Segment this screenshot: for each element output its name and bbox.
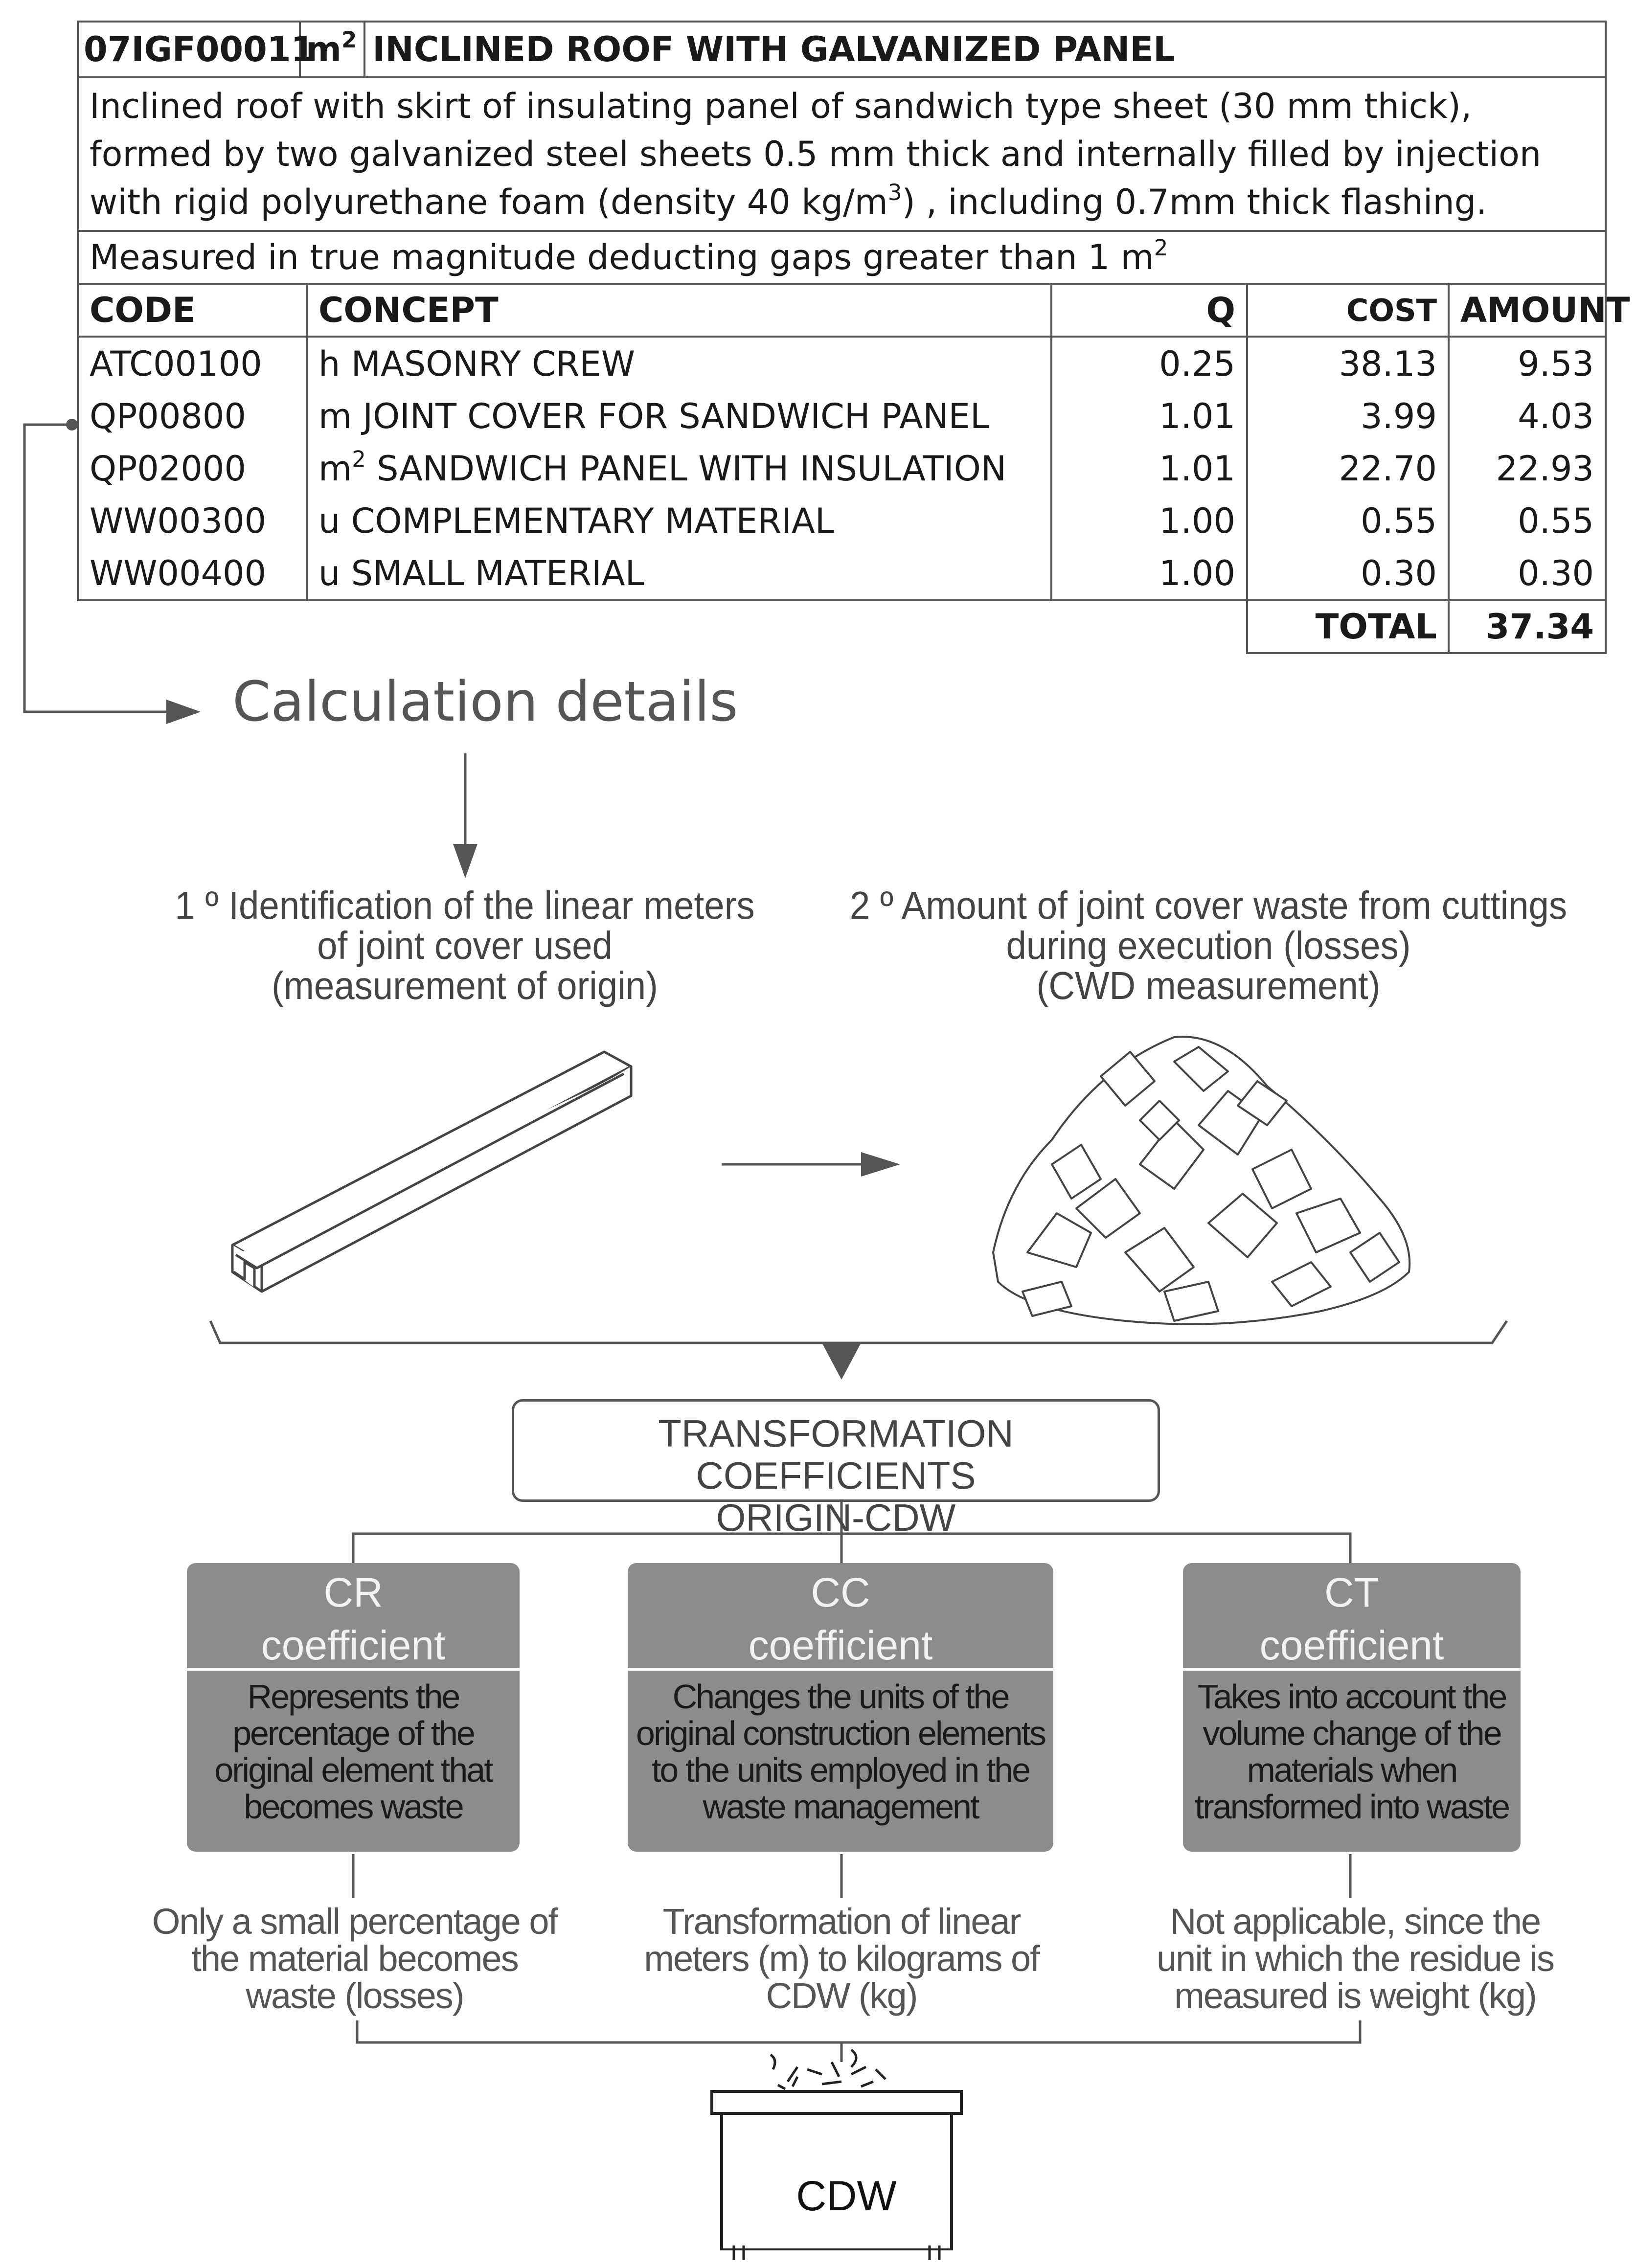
header-q: Q <box>1051 284 1247 337</box>
row-amount: 22.93 <box>1449 442 1606 495</box>
arrow-right-icon <box>166 700 201 724</box>
row-q: 0.25 <box>1051 337 1247 390</box>
row-code: ATC00100 <box>78 337 307 390</box>
row-q: 1.00 <box>1051 495 1247 547</box>
row-q: 1.01 <box>1051 390 1247 442</box>
cr-description: Represents the percentage of the original element that becomes waste <box>214 1678 492 1826</box>
triangle-down-icon <box>822 1343 861 1380</box>
ct-description: Takes into account the volume change of the materials when transformed into waste <box>1194 1678 1509 1826</box>
header-cost: COST <box>1247 284 1449 337</box>
calculation-details-title: Calculation details <box>232 670 738 734</box>
cc-coefficient-box: CC coefficient Changes the units of the original construction elements to the units employed in the waste management <box>628 1563 1053 1852</box>
header-amount: AMOUNT <box>1449 284 1606 337</box>
row-concept: u COMPLEMENTARY MATERIAL <box>307 495 1051 547</box>
row-cost: 0.55 <box>1247 495 1449 547</box>
item-unit: $m^2$ <box>301 23 365 76</box>
joint-cover-profile-icon <box>232 1052 631 1292</box>
item-title: INCLINED ROOF WITH GALVANIZED PANEL <box>372 29 1175 69</box>
cr-note: Only a small percentage of the material becomes waste (losses) <box>152 1901 558 2016</box>
row-code: WW00300 <box>78 495 307 547</box>
connector-line <box>24 419 201 724</box>
row-cost: 38.13 <box>1247 337 1449 390</box>
ct-note: Not applicable, since the unit in which the residue is measured is weight (kg) <box>1157 1901 1554 2016</box>
arrow-down-icon <box>453 753 477 878</box>
header-code: CODE <box>78 284 307 337</box>
cc-description: Changes the units of the original construction elements to the units employed in the waste management <box>636 1678 1045 1826</box>
step-2-label: 2 º Amount of joint cover waste from cuttings during execution (losses) (CWD measurement) <box>849 884 1568 1007</box>
ct-coefficient-box: CT coefficient Takes into account the volume change of the materials when transformed into waste <box>1183 1563 1521 1852</box>
row-concept: h MASONRY CREW <box>307 337 1051 390</box>
measurement-criteria: Measured in true magnitude deducting gaps greater than 1 $m^2$ <box>78 231 1606 284</box>
arrow-right-icon <box>722 1152 900 1177</box>
row-cost: 22.70 <box>1247 442 1449 495</box>
step-1-label: 1 º Identification of the linear meters of joint cover used (measurement of origin) <box>175 884 755 1007</box>
row-code: WW00400 <box>78 547 307 600</box>
row-amount: 0.30 <box>1449 547 1606 600</box>
cc-note: Transformation of linear meters (m) to kilograms of CDW (kg) <box>644 1901 1039 2016</box>
total-value: 37.34 <box>1449 600 1606 653</box>
item-description: Inclined roof with skirt of insulating panel of sandwich type sheet (30 mm thick), formed by two galvanized steel sheets 0.5 mm thick and internally filled by injection with rigid polyurethane foam (density 40 $kg/m^3$) , including 0.7mm thick flashing. <box>78 77 1606 231</box>
row-cost: 3.99 <box>1247 390 1449 442</box>
row-q: 1.01 <box>1051 442 1247 495</box>
row-amount: 9.53 <box>1449 337 1606 390</box>
header-concept: CONCEPT <box>307 284 1051 337</box>
cdw-container-icon <box>712 2050 961 2260</box>
transformation-coefficients-box: TRANSFORMATION COEFFICIENTS ORIGIN-CDW <box>512 1399 1160 1502</box>
row-amount: 0.55 <box>1449 495 1606 547</box>
row-concept: u SMALL MATERIAL <box>307 547 1051 600</box>
waste-pile-icon <box>993 1037 1409 1324</box>
row-q: 1.00 <box>1051 547 1247 600</box>
cdw-label: CDW <box>796 2173 897 2220</box>
row-code: QP02000 <box>78 442 307 495</box>
item-code: 07IGF00011 <box>79 23 301 76</box>
row-cost: 0.30 <box>1247 547 1449 600</box>
bracket <box>210 1321 1507 1380</box>
total-label: TOTAL <box>1247 600 1449 653</box>
row-concept: m JOINT COVER FOR SANDWICH PANEL <box>307 390 1051 442</box>
row-amount: 4.03 <box>1449 390 1606 442</box>
cr-coefficient-box: CR coefficient Represents the percentage of the original element that becomes waste <box>187 1563 520 1852</box>
row-code: QP00800 <box>78 390 307 442</box>
row-concept: $m^2$ SANDWICH PANEL WITH INSULATION <box>307 442 1051 495</box>
